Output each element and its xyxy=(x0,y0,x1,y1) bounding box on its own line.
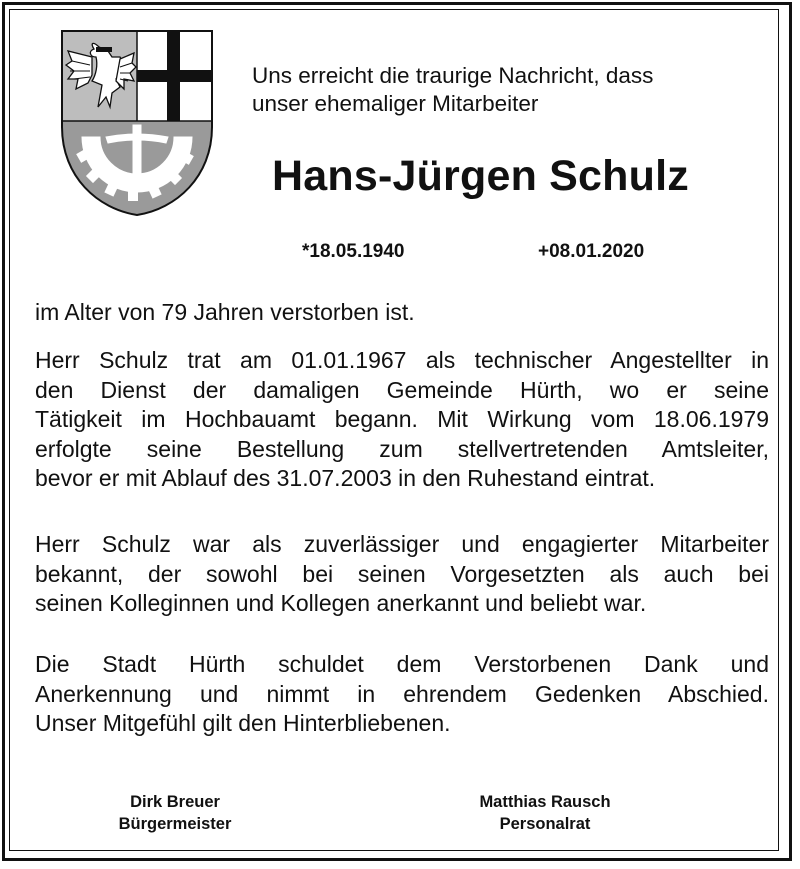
text-line: erfolgte seine Bestellung zum stellvertretenden Amtsleiter, xyxy=(35,435,769,462)
text-line: den Dienst der damaligen Gemeinde Hürth, wo er seine xyxy=(35,376,769,403)
paragraph-career xyxy=(35,346,769,494)
text-line: Tätigkeit im Hochbauamt begann. Mit Wirkung vom 18.06.1979 xyxy=(35,406,769,432)
text-line: bevor er mit Ablauf des 31.07.2003 in den Ruhestand eintrat. xyxy=(35,465,656,491)
paragraph-character xyxy=(35,530,769,619)
intro-line-2: unser ehemaliger Mitarbeiter xyxy=(252,91,539,116)
signature-mayor xyxy=(100,791,250,835)
birth-date: *18.05.1940 xyxy=(302,241,405,262)
intro-line-1: Uns erreicht die traurige Nachricht, dass xyxy=(252,63,654,88)
text-line: bekannt, der sowohl bei seinen Vorgesetzten als auch bei xyxy=(35,560,769,587)
text-line: Herr Schulz war als zuverlässiger und engagierter Mitarbeiter xyxy=(35,531,769,557)
paragraph-farewell xyxy=(35,650,769,739)
signatory-name: Matthias Rausch xyxy=(479,793,611,811)
intro-text xyxy=(252,62,653,118)
text-line: Die Stadt Hürth schuldet dem Verstorbenen Dank und xyxy=(35,651,769,677)
deceased-name: Hans-Jürgen Schulz xyxy=(272,152,689,200)
text-line: im Alter von 79 Jahren verstorben ist. xyxy=(35,299,415,325)
signatory-name: Dirk Breuer xyxy=(130,793,220,811)
death-date: +08.01.2020 xyxy=(538,241,645,262)
text-line: Unser Mitgefühl gilt den Hinterbliebenen. xyxy=(35,710,451,736)
text-line: Anerkennung und nimmt in ehrendem Gedenken Abschied. xyxy=(35,680,769,707)
age-line xyxy=(35,298,769,328)
signatory-title: Bürgermeister xyxy=(118,815,232,833)
coat-of-arms-icon xyxy=(58,27,216,217)
text-line: seinen Kolleginnen und Kollegen anerkannt und beliebt war. xyxy=(35,590,647,616)
text-line: Herr Schulz trat am 01.01.1967 als technischer Angestellter in xyxy=(35,347,769,373)
signature-staff-council xyxy=(455,791,635,835)
signatory-title: Personalrat xyxy=(499,815,591,833)
